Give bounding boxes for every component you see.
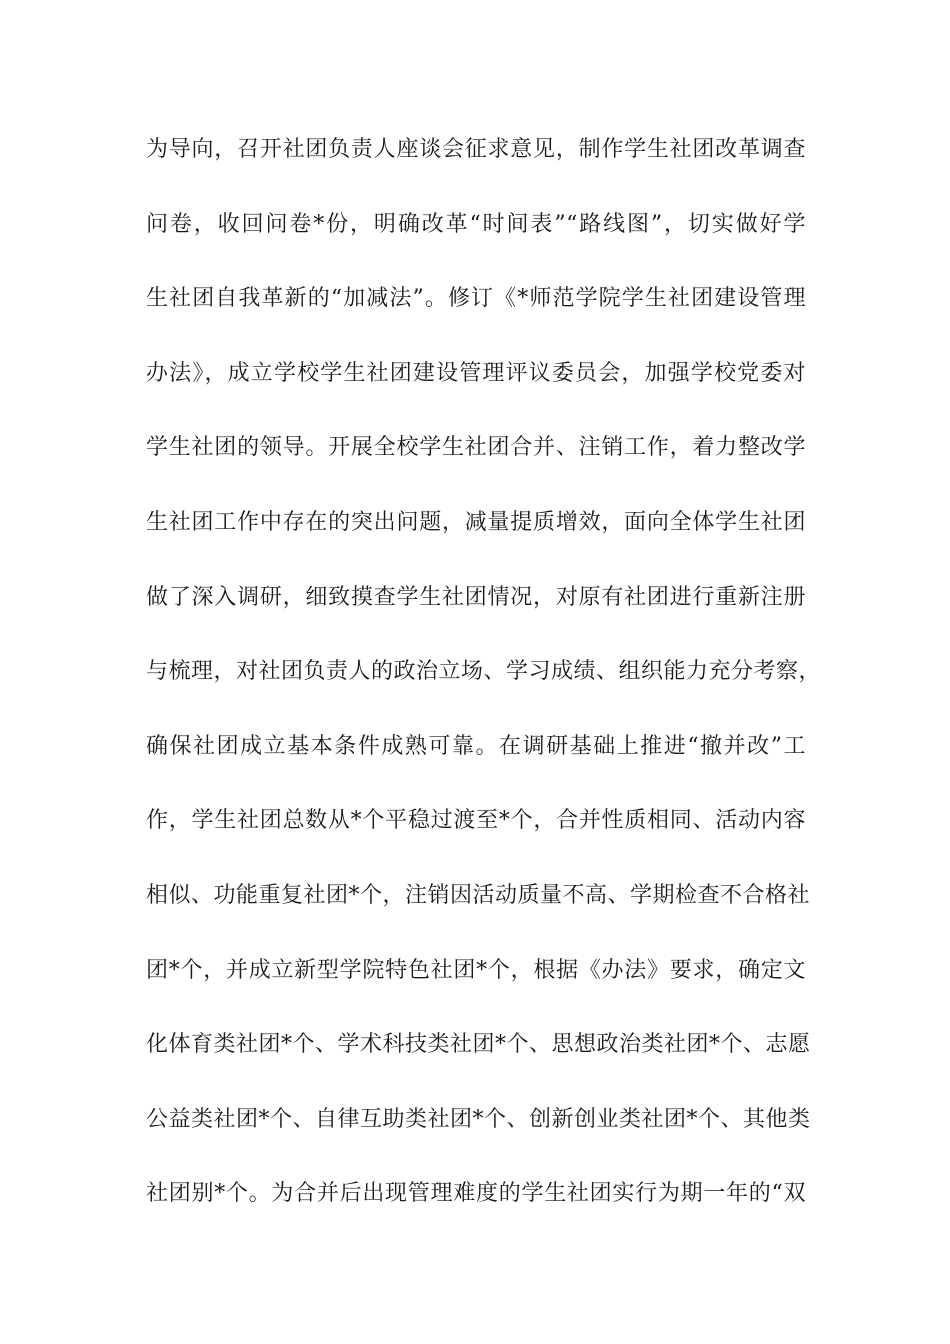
text-line: 学生社团的领导。开展全校学生社团合并、注销工作，着力整改学: [146, 435, 806, 461]
text-line: 社团别*个。为合并后出现管理难度的学生社团实行为期一年的“双: [146, 1181, 806, 1207]
text-line: 公益类社团*个、自律互助类社团*个、创新创业类社团*个、其他类: [146, 1106, 811, 1132]
text-line: 办法》，成立学校学生社团建设管理评议委员会，加强学校党委对: [146, 360, 806, 386]
text-line: 问卷，收回问卷*份，明确改革“时间表”“路线图”，切实做好学: [146, 211, 806, 237]
text-line: 与梳理，对社团负责人的政治立场、学习成绩、组织能力充分考察，: [146, 659, 822, 685]
text-line: 生社团自我革新的“加减法”。修订《*师范学院学生社团建设管理: [146, 286, 806, 312]
text-line: 相似、功能重复社团*个，注销因活动质量不高、学期检查不合格社: [146, 882, 811, 908]
text-line: 作，学生社团总数从*个平稳过渡至*个，合并性质相同、活动内容: [146, 808, 806, 834]
text-line: 做了深入调研，细致摸查学生社团情况，对原有社团进行重新注册: [146, 584, 806, 610]
text-line: 化体育类社团*个、学术科技类社团*个、思想政治类社团*个、志愿: [146, 1032, 811, 1058]
body-text: [146, 130, 822, 1249]
text-line: 为导向，召开社团负责人座谈会征求意见，制作学生社团改革调查: [146, 137, 806, 162]
text-line: 团*个，并成立新型学院特色社团*个，根据《办法》要求，确定文: [146, 957, 806, 983]
text-line: 生社团工作中存在的突出问题，减量提质增效，面向全体学生社团: [146, 509, 806, 535]
text-line: 确保社团成立基本条件成熟可靠。在调研基础上推进“撤并改”工: [146, 733, 806, 759]
